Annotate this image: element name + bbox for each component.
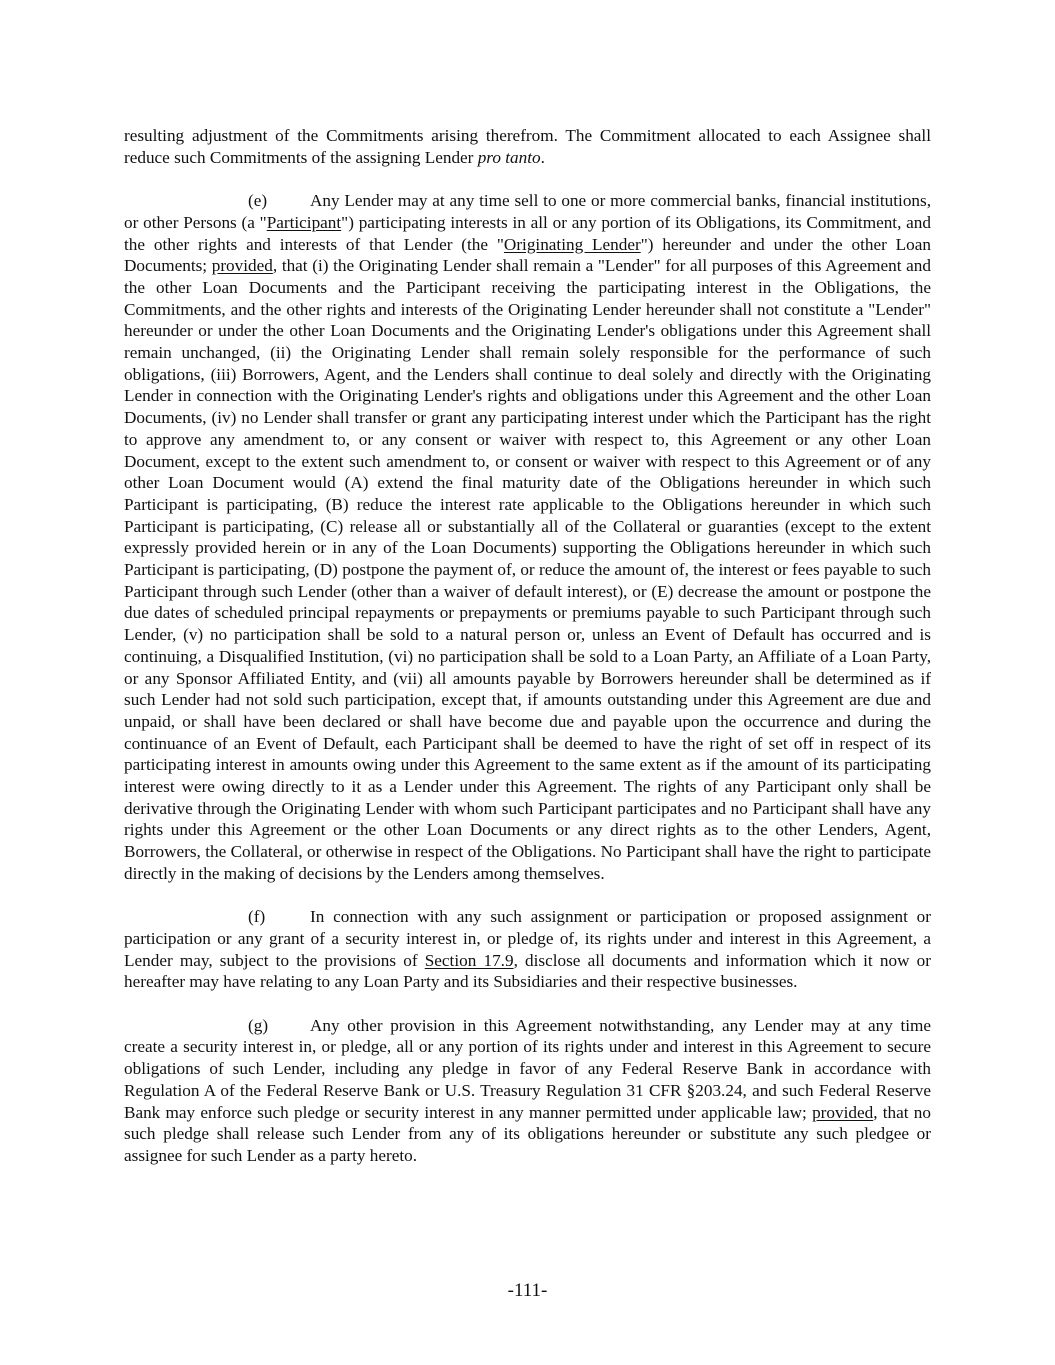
defined-term-participant: Participant	[266, 212, 342, 232]
section-reference: Section 17.9	[424, 950, 514, 970]
defined-term-originating-lender: Originating Lender	[503, 234, 641, 254]
text: , disclose all documents and information which it now or hereafter may have relating to any Loan Party and its Subsidiaries and their respective businesses.	[124, 950, 931, 992]
text: ") participating interests in all or any portion of its Obligations, its Commitment, and the other rights and interests of that Lender (the "	[124, 212, 931, 254]
text: , that no such pledge shall release such Lender from any of its obligations hereunder or substitute any such pledgee or assignee for such Lender as a party hereto.	[124, 1102, 931, 1165]
text: , that (i) the Originating Lender shall remain a "Lender" for all purposes of this Agreement and the other Loan Documents and the Participant receiving the participating interest in the Obligations, the Commitments, and the other rights and interests of the Originating Lender hereunder shall not constitute a "Lender" hereunder or under the other Loan Documents and the Originating Lender's obligations under this Agreement shall remain unchanged, (ii) the Originating Lender shall remain solely responsible for the performance of such obligations, (iii) Borrowers, Agent, and the Lenders shall continue to deal solely and directly with the Originating Lender in connection with the Originating Lender's rights and obligations under this Agreement and the other Loan Documents, (iv) no Lender shall transfer or grant any participating interest under which the Participant has the right to approve any amendment to, or any consent or waiver with respect to, this Agreement or any other Loan Document, except to the extent such amendment to, or consent or waiver with respect to this Agreement or of any other Loan Document would (A) extend the final maturity date of the Obligations hereunder in which such Participant is participating, (B) reduce the interest rate applicable to the Obligations hereunder in which such Participant is participating, (C) release all or substantially all of the Collateral or guaranties (except to the extent expressly provided herein or in any of the Loan Documents) supporting the Obligations hereunder in which such Participant is participating, (D) postpone the payment of, or reduce the amount of, the interest or fees payable to such Participant through such Lender (other than a waiver of default interest), or (E) decrease the amount or postpone the due dates of scheduled principal repayments or prepayments or premiums payable to such Participant through such Lender, (v) no participation shall be sold to a natural person or, unless an Event of Default has occurred and is continuing, a Disqualified Institution, (vi) no participation shall be sold to a Loan Party, an Affiliate of a Loan Party, or any Sponsor Affiliated Entity, and (vii) all amounts payable by Borrowers hereunder shall be determined as if such Lender had not sold such participation, except that, if amounts outstanding under this Agreement are due and unpaid, or shall have been declared or shall have become due and payable upon the occurrence and during the continuance of an Event of Default, each Participant shall be deemed to have the right of set off in respect of its participating interest in amounts owing under this Agreement to the same extent as if the amount of its participating interest were owing directly to it as a Lender under this Agreement. The rights of any Participant only shall be derivative through the Originating Lender with whom such Participant participates and no Participant shall have any rights under this Agreement or the other Loan Documents or any direct rights as to the other Lenders, Agent, Borrowers, the Collateral, or otherwise in respect of the Obligations. No Participant shall have the right to participate directly in the making of decisions by the Lenders among themselves.	[124, 256, 931, 883]
text: Any other provision in this Agreement notwithstanding, any Lender may at any time create a security interest in, or pledge, all or any portion of its rights under and interest in this Agreement to secure obligations of such Lender, including any pledge in favor of any Federal Reserve Bank in accordance with Regulation A of the Federal Reserve Bank or U.S. Treasury Regulation 31 CFR §203.24, and such Federal Reserve Bank may enforce such pledge or security interest in any manner permitted under applicable law;	[124, 1015, 931, 1122]
text: .	[540, 147, 545, 167]
clause-label: (f)	[248, 907, 266, 927]
text: ") hereunder and under the other Loan Documents;	[124, 234, 931, 276]
paragraph-e	[124, 190, 931, 885]
paragraph-g	[124, 1015, 931, 1167]
text: In connection with any such assignment or participation or proposed assignment or participation or any grant of a security interest in, or pledge of, its rights under and interest in this Agreement, a Lender may, subject to the provisions of	[124, 907, 931, 970]
clause-label: (e)	[248, 191, 268, 211]
document-page	[124, 125, 931, 1167]
italic-text: pro tanto	[477, 147, 541, 167]
text: resulting adjustment of the Commitments arising therefrom. The Commitment allocated to each Assignee shall reduce such Commitments of the assigning Lender	[124, 126, 931, 167]
paragraph-continuation	[124, 125, 931, 168]
provided-term: provided	[812, 1102, 874, 1122]
page-number: -111-	[507, 1280, 548, 1301]
clause-label: (g)	[248, 1015, 269, 1035]
paragraph-f	[124, 906, 931, 993]
provided-term: provided	[211, 256, 273, 276]
text: Any Lender may at any time sell to one or more commercial banks, financial institutions, or other Persons (a "	[124, 191, 931, 232]
